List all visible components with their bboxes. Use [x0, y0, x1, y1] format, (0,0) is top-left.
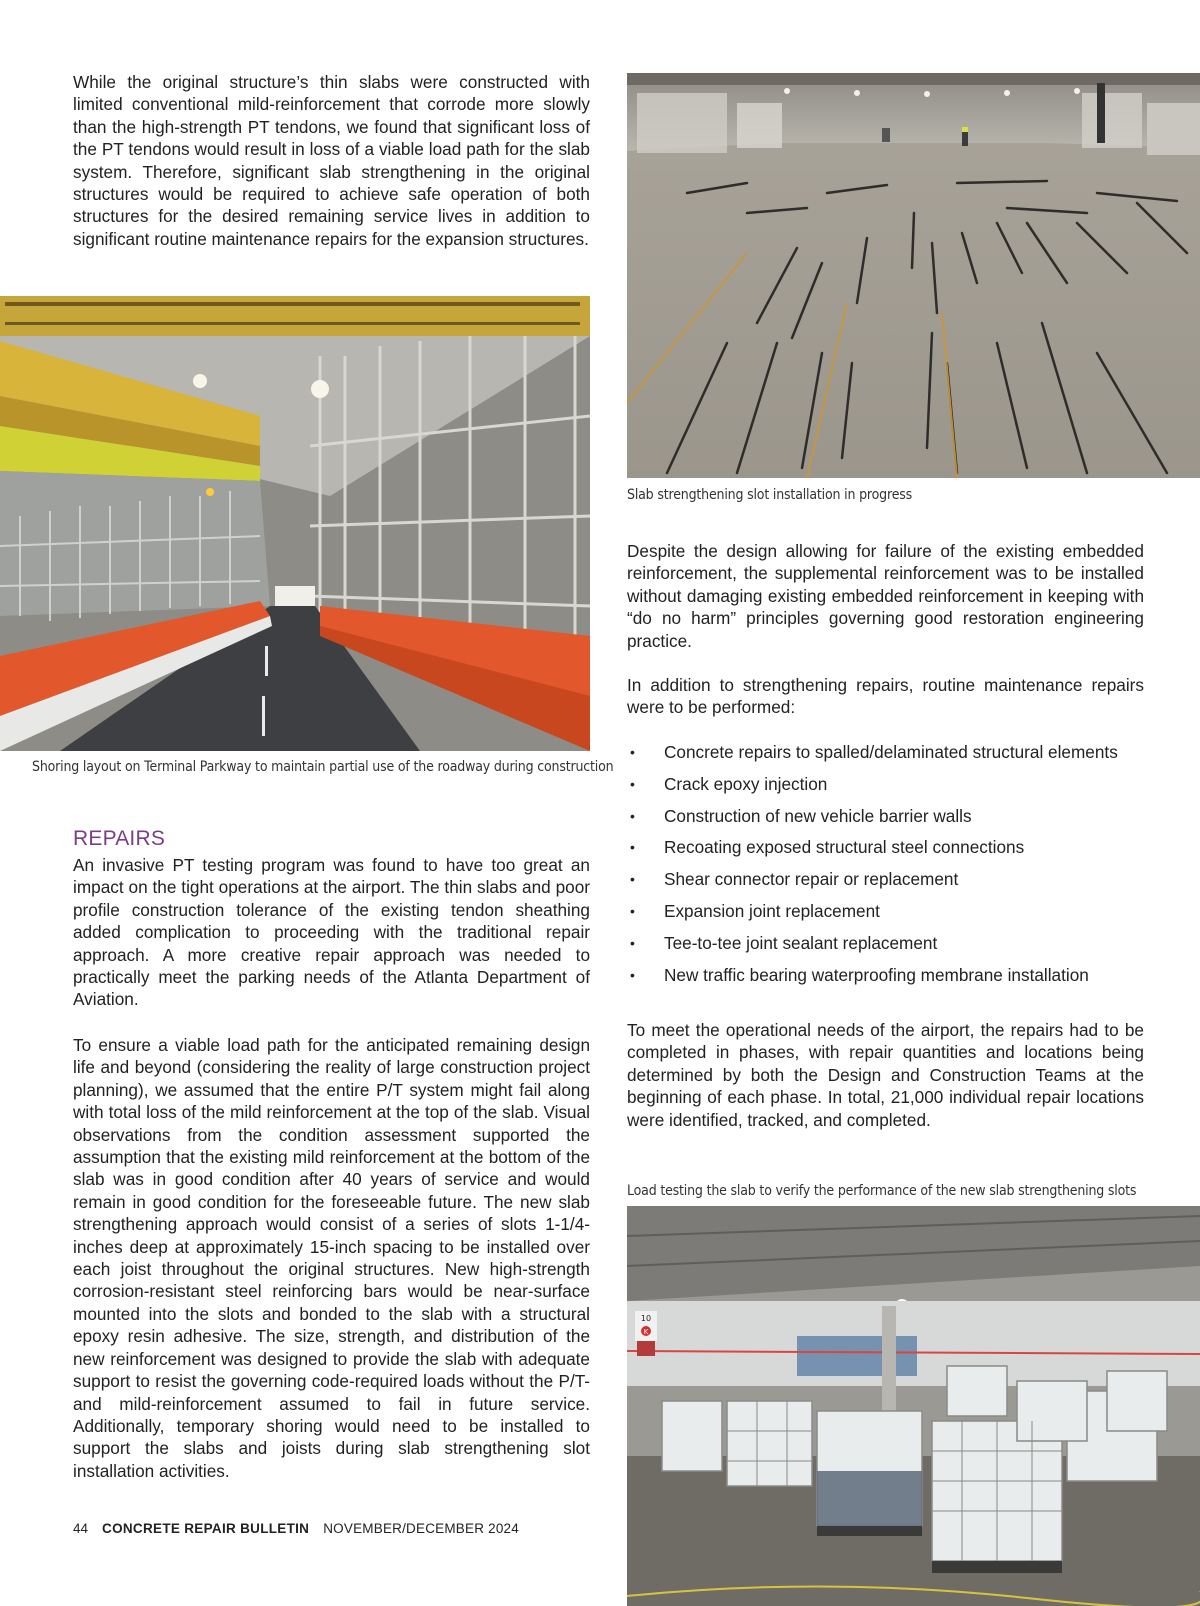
load-test-photo [627, 1206, 1200, 1606]
caption-slab-slots: Slab strengthening slot installation in progress [627, 487, 913, 503]
list-item [627, 832, 1187, 864]
intro-paragraph: While the original structure’s thin slabs were constructed with limited conventional mild-reinforcement that corrode more slowly than the high-strength PT tendons, we found that significant loss of the PT tendons would result in loss of a viable load path for the slab system. Therefore, significant slab strengthening in the original structures would be required to achieve safe operation of both structures for the desired remaining service lives in addition to significant routine maintenance repairs for the expansion structures. [73, 72, 590, 249]
shoring-photo [0, 296, 590, 751]
list-item-text: Concrete repairs to spalled/delaminated structural elements [664, 742, 1118, 762]
list-item [627, 864, 1187, 896]
bullet-glyph: • [630, 966, 635, 983]
caption-load-test: Load testing the slab to verify the performance of the new slab strengthening slots [627, 1183, 1137, 1199]
caption-shoring: Shoring layout on Terminal Parkway to maintain partial use of the roadway during construction [32, 759, 614, 775]
list-item [627, 960, 1187, 992]
repairs-heading: REPAIRS [73, 827, 166, 850]
list-item-text: New traffic bearing waterproofing membrane installation [664, 964, 1089, 985]
list-item [627, 737, 1187, 769]
list-item-text: Crack epoxy injection [664, 773, 828, 794]
sign-letter: K [643, 1328, 649, 1336]
list-item [627, 928, 1187, 960]
bullet-glyph: • [630, 839, 635, 856]
list-item-text: Expansion joint replacement [664, 900, 880, 921]
repairs-paragraph-1: An invasive PT testing program was found to have too great an impact on the tight operations at the airport. The thin slabs and poor profile construction tolerance of the existing tendon sheathing added complication to proceeding with the traditional repair approach. A more creative repair approach was needed to practically meet the parking needs of the Atlanta Department of Aviation. [73, 855, 590, 1010]
right-paragraph-1: Despite the design allowing for failure of the existing embedded reinforcement, the supplemental reinforcement was to be installed without damaging existing embedded reinforcement in keeping with “do no harm” principles governing good restoration engineering practice. [627, 541, 1144, 651]
bullet-glyph: • [630, 934, 635, 951]
bullet-glyph: • [630, 775, 635, 792]
maintenance-repairs-list [627, 737, 1187, 991]
bullet-glyph: • [630, 871, 635, 888]
list-item-text: Tee-to-tee joint sealant replacement [664, 932, 938, 953]
right-paragraph-2: In addition to strengthening repairs, routine maintenance repairs were to be performed: [627, 675, 1144, 718]
list-item [627, 896, 1187, 928]
issue-date: NOVEMBER/DECEMBER 2024 [323, 1521, 519, 1536]
bullet-glyph: • [630, 744, 635, 760]
page-footer [73, 1521, 519, 1536]
slab-slots-photo [627, 73, 1200, 478]
list-item-text: Recoating exposed structural steel connections [664, 837, 1025, 858]
list-item [627, 801, 1187, 833]
right-paragraph-3: To meet the operational needs of the airport, the repairs had to be completed in phases, with repair quantities and locations being determined by both the Design and Construction Teams at the beginning of each phase. In total, 21,000 individual repair locations were identified, tracked, and completed. [627, 1020, 1144, 1130]
sign-number: 10 [640, 1314, 652, 1323]
repairs-paragraph-2: To ensure a viable load path for the anticipated remaining design life and beyond (considering the reality of large construction project planning), we assumed that the entire P/T system might fail along with total loss of the mild reinforcement at the top of the slab. Visual observations from the condition assessment supported the assumption that the existing mild reinforcement at the bottom of the slab was in good condition after 40 years of service and would remain in good condition for the foreseeable future. The new slab strengthening approach would consist of a series of slots 1-1/4-inches deep at approximately 15-inch spacing to be installed over each joist throughout the original structures. New high-strength corrosion-resistant steel reinforcing bars would be near-surface mounted into the slots and bonded to the slab with a structural epoxy resin adhesive. The size, strength, and distribution of the new reinforcement was designed to provide the slab with adequate support to resist the governing code-required loads without the P/T- and mild-reinforcement assumed to fail in future service. Additionally, temporary shoring would need to be installed to support the slabs and joists during slab strengthening slot installation activities. [73, 1035, 590, 1481]
page-number: 44 [73, 1521, 89, 1536]
list-item-text: Shear connector repair or replacement [664, 869, 959, 890]
publication-name: CONCRETE REPAIR BULLETIN [102, 1521, 310, 1536]
list-item [627, 769, 1187, 801]
bullet-glyph: • [630, 807, 635, 824]
list-item-text: Construction of new vehicle barrier walls [664, 805, 972, 826]
bullet-glyph: • [630, 902, 635, 919]
